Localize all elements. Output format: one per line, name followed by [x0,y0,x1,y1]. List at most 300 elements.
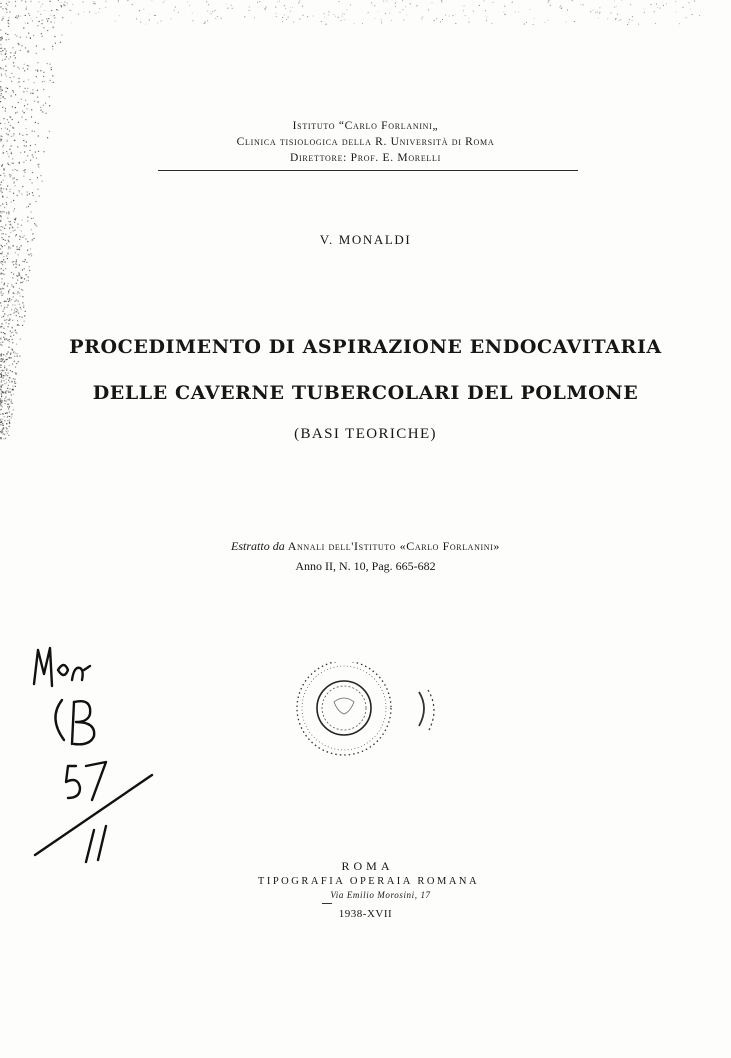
scan-speck [8,380,9,381]
scan-speck [9,300,10,301]
scan-speck [590,11,591,12]
scan-speck [249,7,250,8]
scan-speck [9,423,10,424]
scan-speck [26,37,27,38]
scan-speck [0,365,1,366]
scan-speck [627,24,628,25]
scan-speck [38,11,39,12]
scan-speck [9,298,10,299]
scan-speck [1,361,2,362]
scan-speck [3,362,4,363]
scan-speck [27,52,28,53]
scan-speck [3,259,4,260]
scan-speck [4,313,5,314]
scan-speck [78,14,79,15]
header-rule [158,170,578,171]
scan-speck [298,3,299,4]
scan-speck [33,195,34,196]
scan-speck [58,0,59,1]
scan-speck [19,274,20,275]
scan-speck [491,23,492,24]
scan-speck [40,110,41,111]
scan-speck [3,180,4,181]
scan-speck [6,319,7,320]
scan-speck [468,18,469,19]
scan-speck [19,191,20,192]
scan-speck [338,17,339,18]
scan-speck [23,307,24,308]
scan-speck [48,18,49,19]
scan-speck [43,72,44,73]
scan-speck [37,71,38,72]
scan-speck [1,295,2,296]
scan-speck [694,0,695,1]
scan-speck [5,108,6,109]
scan-speck [4,228,5,229]
scan-speck [18,190,19,191]
scan-speck [2,261,3,262]
scan-speck [0,184,1,185]
scan-speck [0,409,1,410]
scan-speck [3,375,4,376]
scan-speck [37,177,38,178]
extract-source: Annali dell'Istituto «Carlo Forlanini» [287,539,500,553]
scan-speck [9,174,10,175]
scan-speck [284,5,285,6]
scan-speck [0,190,1,191]
scan-speck [8,248,9,249]
scan-speck [51,10,52,11]
scan-speck [27,23,28,24]
scan-speck [518,11,519,12]
scan-speck [30,1,31,2]
scan-speck [207,20,208,21]
scan-speck [1,93,2,94]
scan-speck [6,423,7,424]
scan-speck [1,91,2,92]
scan-speck [1,372,2,373]
scan-speck [2,423,3,424]
scan-speck [486,20,487,21]
scan-speck [11,414,12,415]
scan-speck [1,20,2,21]
scan-speck [6,368,7,369]
scan-speck [26,108,27,109]
scan-speck [47,30,48,31]
scan-speck [27,191,28,192]
scan-speck [1,75,2,76]
scan-speck [565,22,566,23]
scan-speck [52,75,53,76]
scan-speck [5,74,6,75]
scan-speck [1,278,2,279]
scan-speck [533,24,534,25]
scan-speck [25,88,26,89]
scan-speck [12,90,13,91]
scan-speck [2,227,3,228]
scan-speck [32,20,33,21]
scan-speck [3,370,4,371]
scan-speck [417,5,418,6]
scan-speck [31,255,32,256]
scan-speck [14,177,15,178]
scan-speck [35,224,36,225]
scan-speck [1,273,2,274]
scan-speck [8,58,9,59]
scan-speck [36,53,37,54]
scan-speck [8,283,9,284]
scan-speck [548,2,549,3]
scan-speck [227,8,228,9]
scan-speck [19,249,20,250]
scan-speck [2,413,3,414]
scan-speck [307,16,308,17]
scan-speck [31,229,32,230]
scan-speck [1,54,2,55]
scan-speck [33,217,34,218]
scan-speck [629,19,630,20]
scan-speck [11,201,12,202]
scan-speck [36,76,37,77]
subtitle: (BASI TEORICHE) [294,426,437,442]
scan-speck [2,18,3,19]
scan-speck [8,221,9,222]
scan-speck [3,359,4,360]
scan-speck [3,211,4,212]
scan-speck [4,375,5,376]
scan-speck [154,15,155,16]
scan-speck [607,18,608,19]
scan-speck [95,2,96,3]
scan-speck [61,5,62,6]
scan-speck [2,288,3,289]
scan-speck [22,302,23,303]
scan-speck [6,204,7,205]
scan-speck [651,4,652,5]
scan-speck [599,7,600,8]
scan-speck [299,0,300,1]
publisher-block [0,858,731,902]
scan-speck [422,17,423,18]
scan-speck [7,420,8,421]
scan-speck [21,99,22,100]
scan-speck [453,15,454,16]
scan-speck [18,324,19,325]
scan-speck [17,276,18,277]
scan-speck [675,1,676,2]
scan-speck [50,1,51,2]
scan-speck [5,374,6,375]
scan-speck [28,280,29,281]
scan-speck [20,295,21,296]
scan-speck [67,3,68,4]
scan-speck [377,11,378,12]
scan-speck [2,8,3,9]
scan-speck [368,12,369,13]
scan-speck [16,309,17,310]
scan-speck [1,359,2,360]
scan-speck [25,47,26,48]
scan-speck [0,405,1,406]
scan-speck [265,9,266,10]
scan-speck [17,310,18,311]
scan-speck [56,9,57,10]
scan-speck [25,15,26,16]
scan-speck [50,80,51,81]
scan-speck [17,112,18,113]
scan-speck [9,419,10,420]
scan-speck [8,323,9,324]
scan-speck [13,286,14,287]
scan-speck [0,359,1,360]
scan-speck [21,277,22,278]
scan-speck [11,175,12,176]
scan-speck [9,2,10,3]
scan-speck [9,289,10,290]
scan-speck [9,318,10,319]
scan-speck [163,2,164,3]
scan-speck [15,308,16,309]
scan-speck [0,365,1,366]
scan-speck [65,5,66,6]
scan-speck [2,38,3,39]
scan-speck [63,4,64,5]
scan-speck [11,285,12,286]
scan-speck [4,301,5,302]
scan-speck [277,1,278,2]
scan-speck [19,275,20,276]
scan-speck [7,5,8,6]
scan-speck [7,253,8,254]
scan-speck [24,64,25,65]
scan-speck [656,4,657,5]
scan-speck [19,86,20,87]
scan-speck [1,226,2,227]
scan-speck [10,225,11,226]
scan-speck [16,264,17,265]
scan-speck [12,227,13,228]
scan-speck [47,63,48,64]
scan-speck [381,22,382,23]
scan-speck [5,53,6,54]
scan-speck [3,316,4,317]
scan-speck [4,170,5,171]
scan-speck [644,12,645,13]
scan-speck [41,23,42,24]
scan-speck [4,98,5,99]
scan-speck [17,291,18,292]
scan-speck [354,23,355,24]
scan-speck [14,361,15,362]
scan-speck [3,316,4,317]
scan-speck [4,274,5,275]
scan-speck [465,15,466,16]
scan-speck [285,8,286,9]
scan-speck [441,0,442,1]
scan-speck [6,202,7,203]
scan-speck [374,5,375,6]
scan-speck [4,361,5,362]
scan-speck [212,11,213,12]
scan-speck [428,10,429,11]
scan-speck [381,20,382,21]
scan-speck [15,5,16,6]
scan-speck [19,293,20,294]
scan-speck [22,317,23,318]
publication-year: 1938-XVII [338,908,393,920]
scan-speck [5,110,6,111]
scan-speck [265,7,266,8]
scan-speck [105,7,106,8]
scan-speck [27,65,28,66]
scan-speck [1,261,2,262]
scan-speck [15,373,16,374]
scan-speck [38,166,39,167]
scan-speck [60,42,61,43]
scan-speck [31,218,32,219]
scan-speck [2,50,3,51]
scan-speck [16,315,17,316]
scan-speck [18,15,19,16]
scan-speck [71,22,72,23]
scan-speck [11,81,12,82]
scan-speck [479,5,480,6]
scan-speck [344,14,345,15]
extract-issue: Anno II, N. 10, Pag. 665-682 [295,559,436,573]
scan-speck [145,24,146,25]
scan-speck [18,325,19,326]
scan-speck [286,19,287,20]
scan-speck [0,419,1,420]
scan-speck [340,20,341,21]
scan-speck [22,282,23,283]
scan-speck [26,280,27,281]
scan-speck [13,182,14,183]
scan-speck [5,8,6,9]
scan-speck [1,253,2,254]
scan-speck [6,189,7,190]
scan-speck [6,50,7,51]
scan-speck [371,2,372,3]
publisher-dash [322,903,332,904]
scan-speck [22,303,23,304]
scan-speck [688,2,689,3]
scan-speck [22,296,23,297]
scan-speck [615,19,616,20]
scan-speck [0,211,1,212]
scan-speck [54,17,55,18]
scan-speck [3,168,4,169]
scan-speck [17,280,18,281]
scan-speck [3,270,4,271]
scan-speck [136,18,137,19]
scan-speck [43,27,44,28]
scan-speck [20,50,21,51]
scan-speck [208,4,209,5]
scan-speck [9,422,10,423]
scan-speck [1,263,2,264]
scan-speck [15,185,16,186]
scan-speck [3,16,4,17]
scan-speck [683,7,684,8]
scan-speck [19,275,20,276]
scan-speck [675,11,676,12]
scan-speck [8,26,9,27]
scan-speck [2,253,3,254]
scan-speck [14,182,15,183]
scan-speck [572,0,573,1]
scan-speck [8,212,9,213]
scan-speck [26,262,27,263]
scan-speck [4,365,5,366]
scan-speck [16,299,17,300]
scan-speck [15,52,16,53]
scan-speck [28,51,29,52]
scan-speck [335,16,336,17]
scan-speck [16,283,17,284]
scan-speck [0,421,1,422]
scan-speck [118,0,119,1]
scan-speck [24,112,25,113]
scan-speck [16,15,17,16]
scan-speck [3,256,4,257]
scan-speck [24,170,25,171]
scan-speck [559,7,560,8]
scan-speck [221,18,222,19]
scan-speck [37,70,38,71]
scan-speck [29,266,30,267]
scan-speck [391,20,392,21]
scan-speck [0,373,1,374]
scan-speck [30,18,31,19]
scan-speck [19,304,20,305]
scan-speck [15,218,16,219]
scan-speck [23,27,24,28]
scan-speck [326,24,327,25]
scan-speck [617,14,618,15]
scan-speck [37,97,38,98]
scan-speck [2,107,3,108]
scan-speck [6,412,7,413]
scan-speck [290,7,291,8]
scan-speck [84,12,85,13]
scan-speck [33,35,34,36]
scan-speck [42,20,43,21]
scan-speck [400,12,401,13]
scan-speck [40,175,41,176]
scan-speck [2,211,3,212]
scan-speck [36,45,37,46]
scan-speck [445,15,446,16]
scan-speck [12,332,13,333]
scan-speck [630,4,631,5]
institution-header [0,118,731,166]
scan-speck [2,96,3,97]
scan-speck [0,67,1,68]
scan-speck [0,422,1,423]
scan-speck [174,10,175,11]
scan-speck [12,226,13,227]
scan-speck [4,212,5,213]
scan-speck [282,21,283,22]
scan-speck [381,18,382,19]
scan-speck [2,60,3,61]
scan-speck [69,10,70,11]
scan-speck [403,9,404,10]
scan-speck [13,264,14,265]
scan-speck [8,213,9,214]
scan-speck [31,109,32,110]
